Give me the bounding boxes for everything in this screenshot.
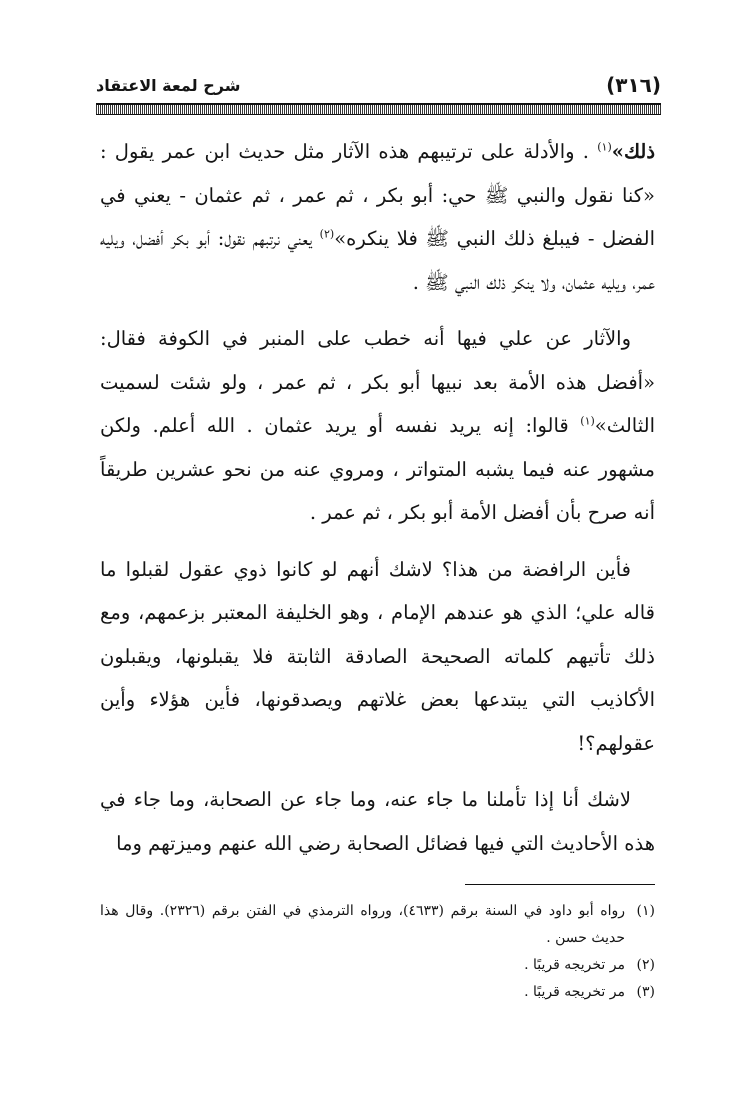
paragraph-3 (100, 548, 655, 766)
footnote-ref: (١) (580, 414, 595, 428)
paragraph-lead: ذلك» (611, 140, 655, 163)
page-number: (٣١٦) (606, 73, 661, 97)
page-header (96, 70, 661, 100)
footnote-ref: (٢) (319, 227, 335, 241)
paragraph-text: لاشك أنا إذا تأملنا ما جاء عنه، وما جاء عن الصحابة، وما جاء في هذه الأحاديث التي فيها فضائل الصحابة رضي الله عنهم وميزتهم وما (100, 788, 655, 855)
footnote-item (100, 952, 655, 979)
paragraph-text: . والأدلة على ترتيبهم هذه الآثار مثل حديث ابن عمر يقول : «كنا نقول والنبي ﷺ حي: أبو بكر ، ثم عمر ، ثم عثمان - يعني في الفضل - فيبلغ ذلك النبي ﷺ فلا ينكره» (100, 140, 656, 250)
paragraph-text: والآثار عن علي فيها أنه خطب على المنبر في الكوفة فقال: «أفضل هذه الأمة بعد نبيها أبو بكر ، ثم عمر ، ولو شئت لسميت الثالث» (100, 327, 655, 437)
footnote-item (100, 979, 655, 1006)
footnotes (100, 898, 655, 1006)
main-text (100, 130, 655, 878)
footnote-text: مر تخريجه قريبًا . (524, 957, 625, 973)
footnote-number: (٢) (636, 957, 655, 973)
footnote-separator (465, 884, 655, 885)
paragraph-text-after: يعني نرتبهم نقول: أبو بكر أفضل، ويليه عمر، ويليه عثمان، ولا ينكر ذلك النبي ﷺ . (100, 227, 655, 294)
paragraph-text-after: قالوا: إنه يريد نفسه أو يريد عثمان . الله أعلم. ولكن مشهور عنه فيما يشبه المتواتر ، ومروي عنه من نحو عشرين طريقاً أنه صرح بأن أفضل الأمة أبو بكر ، ثم عمر . (100, 414, 655, 524)
paragraph-4 (100, 778, 655, 865)
header-rule (96, 103, 661, 115)
footnote-number: (٣) (636, 984, 655, 1000)
paragraph-text: فأين الرافضة من هذا؟ لاشك أنهم لو كانوا ذوي عقول لقبلوا ما قاله علي؛ الذي هو عندهم الإمام ، وهو الخليفة المعتبر بزعمهم، ومع ذلك تأتيهم كلماته الصحيحة الصادقة الثابتة فلا يقبلونها، ويقبلون الأكاذيب التي يبتدعها بعض غلاتهم ويصدقونها، فأين هؤلاء وأين عقولهم؟! (100, 557, 655, 755)
footnote-text: رواه أبو داود في السنة برقم (٤٦٣٣)، ورواه الترمذي في الفتن برقم (٢٣٢٦). وقال هذا حديث حسن . (100, 903, 625, 946)
footnote-ref: (١) (597, 140, 612, 154)
paragraph-1 (100, 130, 655, 304)
footnote-number: (١) (636, 903, 655, 919)
footnote-item (100, 898, 655, 952)
running-title: شرح لمعة الاعتقاد (96, 75, 241, 95)
footnote-text: مر تخريجه قريبًا . (524, 984, 625, 1000)
paragraph-2 (100, 317, 655, 535)
